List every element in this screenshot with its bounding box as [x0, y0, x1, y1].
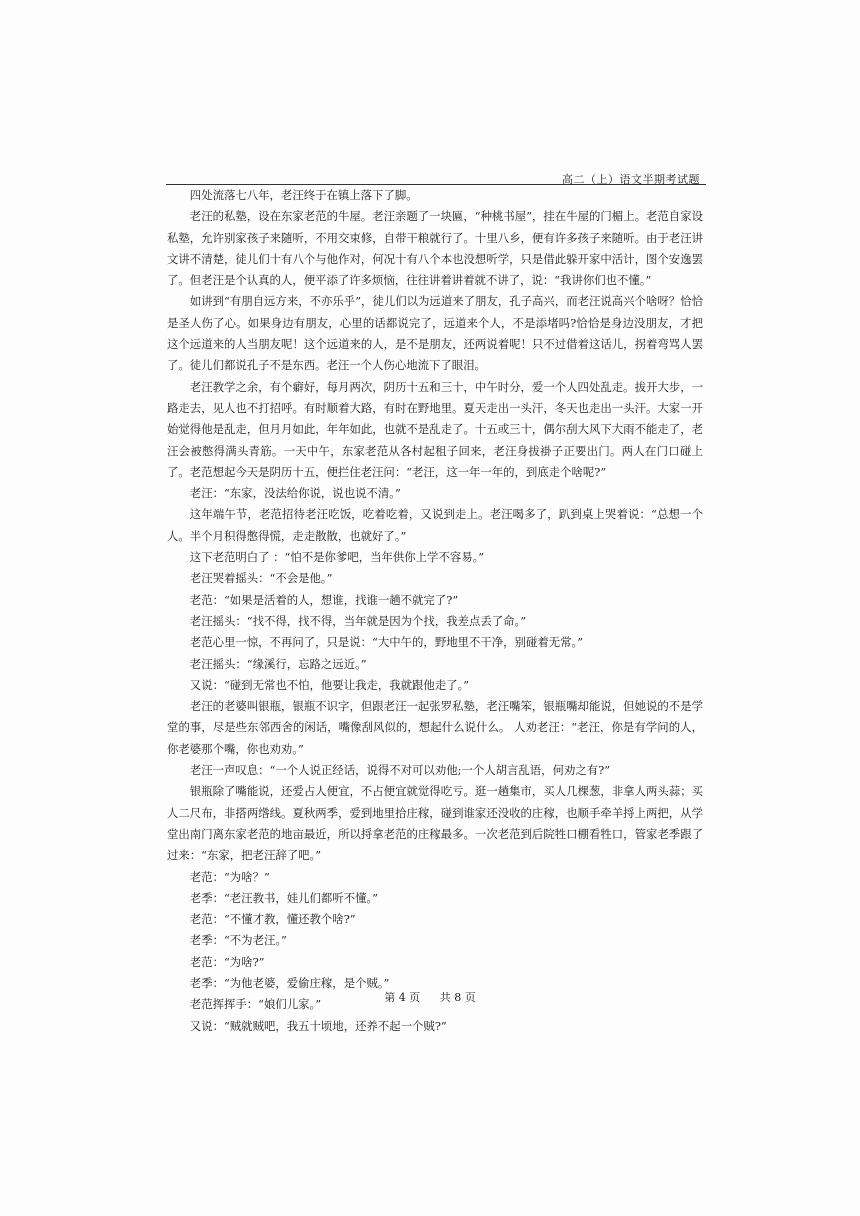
paragraph: 老季：“不为老汪。” [189, 933, 287, 948]
paragraph: 老范心里一惊，不再问了，只是说：“大中午的，野地里不干净，别碰着无常。” [189, 635, 584, 650]
paragraph: 老范挥挥手：“娘们儿家。” [189, 997, 322, 1012]
page-footer [0, 989, 860, 1005]
paragraph: 老汪：“东家，没法给你说，说也说不清。” [189, 486, 401, 501]
paragraph: 老汪的老婆叫银瓶，银瓶不识字，但跟老汪一起张罗私塾，老汪嘴笨，银瓶嘴却能说，但她说的不是学堂的事，尽是些东邻西舍的闲话，嘴像刮风似的，想起什么说什么。 人劝老汪：“老汪，你是有学问的人，你老婆那个嘴，你也劝劝。” [167, 699, 703, 756]
paragraph: 老汪教学之余，有个癖好，每月两次，阴历十五和三十，中午时分，爱一个人四处乱走。拔开大步，一路走去，见人也不打招呼。有时顺着大路，有时在野地里。夏天走出一头汗，冬天也走出一头汗。大家一开始觉得他是乱走，但月月如此，年年如此，也就不是乱走了。十五或三十，偶尔刮大风下大雨不能走了，老汪会被憋得满头青筋。一天中午，东家老范从各村起租子回来，老汪身拔褂子正要出门。两人在门口碰上了。老范想起今天是阴历十五，便拦住老汪问：“老汪，这一年一年的，到底走个啥呢?” [167, 379, 703, 479]
paragraph: 如讲到“有朋自远方来，不亦乐乎”，徒儿们以为远道来了朋友，孔子高兴，而老汪说高兴个啥呀？恰恰是圣人伤了心。如果身边有朋友，心里的话都说完了，远道来个人，不是添堵吗?恰恰是身边没朋友，才把这个远道来的人当朋友呢！这个远道来的人，是不是朋友，还两说着呢！只不过借着这话儿，拐着弯骂人罢了。徒儿们都说孔子不是东西。老汪一个人伤心地流下了眼泪。 [167, 294, 703, 373]
paragraph: 老范：“如果是活着的人，想谁，找谁一趟不就完了?” [189, 592, 459, 607]
paragraph: 老范：“不懂才教，懂还教个啥?” [189, 912, 356, 927]
paragraph: 四处流落七八年，老汪终于在镇上落下了脚。 [189, 188, 418, 202]
paragraph: 老季：“为他老婆，爱偷庄稼，是个贼。” [189, 975, 390, 990]
paragraph: 老范：“为啥？” [189, 869, 270, 884]
paragraph: 老汪摇头：“缘溪行，忘路之远近。” [189, 656, 367, 671]
paragraph: 老汪的私塾，设在东家老范的牛屋。老汪亲题了一块匾，“种桃书屋”，挂在牛屋的门楣上。老范自家设私塾，允许别家孩子来随听，不用交束修，自带干粮就行了。十里八乡，便有许多孩子来随听。由于老汪讲文讲不清楚，徒儿们十有八个与他作对，何况十有八个本也没想听学，只是借此躲开家中活计，图个安逸罢了。但老汪是个认真的人，便平添了许多烦恼，往往讲着讲着就不讲了，说：“我讲你们也不懂。” [167, 209, 703, 288]
page-number: 第 4 页 [384, 991, 421, 1004]
paragraph: 又说：“碰到无常也不怕，他要让我走，我就跟他走了。” [189, 677, 470, 692]
paragraph: 银瓶除了嘴能说，还爱占人便宜，不占便宜就觉得吃亏。逛一趟集市，买人几棵葱，非拿人两头蒜；买人二尺布，非搭两绺线。夏秋两季，爱到地里拾庄稼，碰到谁家还没收的庄稼，也顺手牵羊捋上两把，从学堂出南门离东家老范的地亩最近，所以捋拿老范的庄稼最多。一次老范到后院牲口棚看牲口，管家老季跟了过来：“东家，把老汪辞了吧。” [167, 784, 703, 863]
page-header [166, 163, 706, 185]
paragraph: 老汪哭着摇头：“不会是他。” [189, 571, 333, 586]
page-total: 共 8 页 [439, 991, 476, 1004]
article-body [167, 185, 703, 1037]
paragraph: 这下老范明白了 ：“怕不是你爹吧，当年供你上学不容易。” [189, 550, 485, 565]
paragraph: 老汪一声叹息：“一个人说正经话，说得不对可以劝他;一个人胡言乱语，何劝之有?” [189, 763, 611, 778]
paragraph: 这年端午节，老范招待老汪吃饭，吃着吃着，又说到走上。老汪喝多了，趴到桌上哭着说：“总想一个人。半个月积得憋得慌，走走散散，也就好了。” [167, 507, 703, 543]
header-title: 高二（上）语文半期考试题 [562, 173, 700, 186]
paragraph: 老汪摇头：“找不得，找不得，当年就是因为个找，我差点丢了命。” [189, 613, 527, 628]
paragraph: 老范：“为啥?” [189, 954, 265, 969]
paragraph: 老季：“老汪教书，娃儿们都听不懂。” [189, 890, 378, 905]
paragraph: 又说：“贼就贼吧，我五十顷地，还养不起一个贼?” [189, 1018, 447, 1033]
